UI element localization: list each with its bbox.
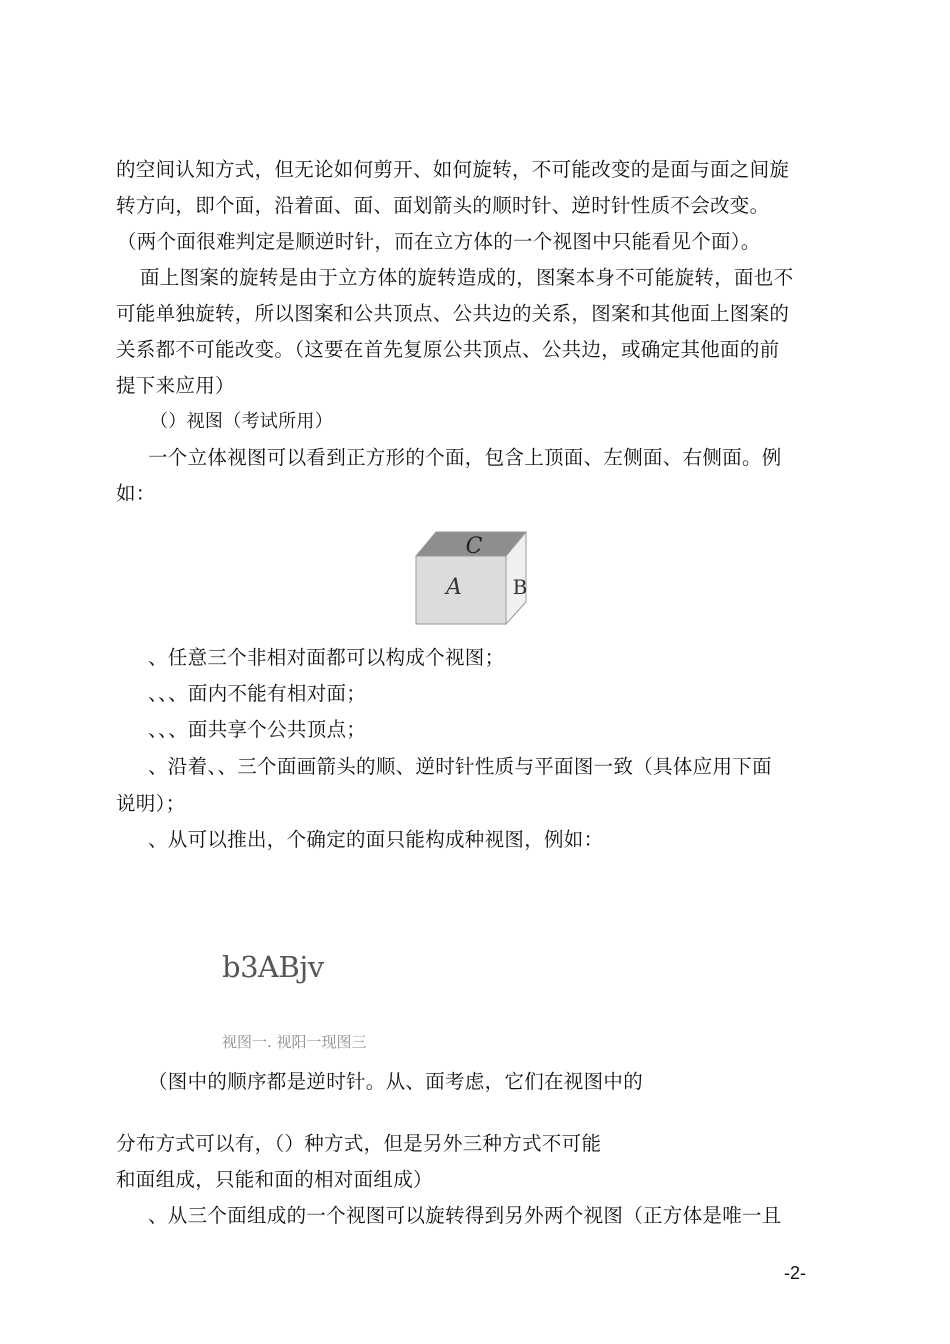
list-item: 、任意三个非相对面都可以构成个视图； [148,646,505,669]
paragraph-line: 可能单独旋转，所以图案和公共顶点、公共边的关系，图案和其他面上图案的 [116,302,790,325]
paragraph-line: 面上图案的旋转是由于立方体的旋转造成的，图案本身不可能旋转，面也不 [140,266,794,289]
paragraph-line: 的空间认知方式，但无论如何剪开、如何旋转，不可能改变的是面与面之间旋 [116,158,790,181]
cube-figure [414,522,544,628]
cube-label-top: C [465,534,483,559]
list-item: 、沿着、、三个面画箭头的顺、逆时针性质与平面图一致（具体应用下面 [148,755,772,778]
cube-label-right: B [512,575,528,599]
list-item: 、从三个面组成的一个视图可以旋转得到另外两个视图（正方体是唯一且 [148,1204,782,1227]
list-item: 、、、面共享个公共顶点； [148,718,367,741]
scanned-figure-text: b3ABjv [222,950,324,984]
paragraph-line: 关系都不可能改变。（这要在首先复原公共顶点、公共边，或确定其他面的前 [116,338,780,361]
paragraph-line: 提下来应用） [116,374,235,397]
paragraph-line: 如： [116,482,156,505]
paragraph-line: 说明）； [116,792,186,815]
paragraph-line: 和面组成，只能和面的相对面组成） [116,1168,433,1191]
figure-caption: 视图一. 视阳一现图三 [222,1033,367,1051]
paragraph-line: 一个立体视图可以看到正方形的个面，包含上顶面、左侧面、右侧面。例 [148,446,782,469]
paragraph-line: 分布方式可以有，（）种方式，但是另外三种方式不可能 [116,1132,602,1155]
list-item: 、从可以推出，个确定的面只能构成种视图，例如： [148,828,604,851]
cube-label-left: A [446,575,462,600]
section-heading: （）视图（考试所用） [150,411,333,432]
paragraph-line: （图中的顺序都是逆时针。从、面考虑，它们在视图中的 [148,1070,644,1093]
page-number: -2- [784,1263,806,1283]
paragraph-line: 转方向，即个面，沿着面、面、面划箭头的顺时针、逆时针性质不会改变。 [116,194,770,217]
paragraph-line: （两个面很难判定是顺逆时针，而在立方体的一个视图中只能看见个面）。 [117,230,761,253]
list-item: 、、、面内不能有相对面； [148,682,367,705]
